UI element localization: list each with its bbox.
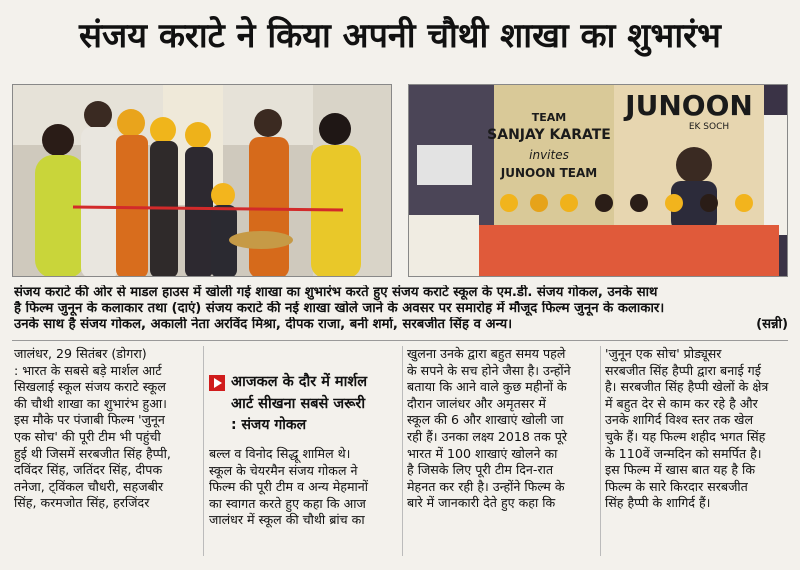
headline: संजय कराटे ने किया अपनी चौथी शाखा का शुभारंभ (79, 16, 721, 56)
article-column-2 (209, 446, 397, 529)
article-line: बल्ल व विनोद सिद्धू शामिल थे। (209, 446, 351, 461)
article-line: उनके शागिर्द विश्व स्तर तक खेल (605, 412, 753, 428)
article-line: मेहनत कर रही है। उन्होंने फिल्म के (407, 478, 565, 494)
article-line: : भारत के सबसे बड़े मार्शल आर्ट (14, 362, 162, 378)
stage-event-illustration (409, 85, 788, 277)
banner-team-text: TEAM (531, 111, 567, 124)
banner-invites-text: invites (529, 148, 569, 162)
article-line: है जिसके लिए पूरी टीम दिन-रात (407, 462, 554, 478)
pull-quote-title (231, 371, 399, 415)
article-line: तनेजा, ट्विंकल चौधरी, सहजबीर (14, 478, 164, 494)
article-column-4 (605, 346, 790, 512)
article-line: एक सोच' की पूरी टीम भी पहुंची (14, 428, 161, 444)
article-line: की चौथी शाखा का शुभारंभ हुआ। (14, 395, 167, 411)
caption-line: उनके साथ है संजय गोकल, अकाली नेता अरविंद मिश्रा, दीपक राजा, बनी शर्मा, सरबजीत सिंह व अन्य। (14, 317, 513, 332)
article-line: स्कूल के चेयरमैन संजय गोकल ने (209, 462, 358, 478)
article-line: भारत में 100 शाखाएं खोलने का (407, 445, 558, 461)
ribbon-cutting-illustration (13, 85, 392, 277)
article-line: सरबजीत सिंह हैप्पी द्वारा बनाई गई (605, 362, 761, 378)
article-line: है। सरबजीत सिंह हैप्पी खेलों के क्षेत्र (605, 379, 769, 395)
article-line: हुई थी जिसमें सरबजीत सिंह हैप्पी, (14, 445, 171, 461)
article-line: फिल्म के सारे किरदार सरबजीत (605, 478, 748, 494)
banner-brand-text: SANJAY KARATE (487, 127, 611, 143)
article-line: जालंधर, 29 सितंबर (डोगरा) (14, 346, 147, 361)
article-line: इस मौके पर पंजाबी फिल्म 'जुनून (14, 412, 165, 428)
article-line: में बहुत देर से काम कर रहे है और (605, 395, 758, 411)
article-line: सिंह, करमजोत सिंह, हरजिंदर (14, 495, 150, 511)
article-line: दौरान जालंधर और अमृतसर में (407, 395, 546, 411)
column-divider (203, 346, 204, 556)
article-line: खुलना उनके द्वारा बहुत समय पहले (407, 346, 566, 361)
photo-credit: (सन्नी) (756, 317, 788, 332)
article-line: दविंदर सिंह, जतिंदर सिंह, दीपक (14, 462, 163, 478)
article-line: बताया कि आने वाले कुछ महीनों के (407, 379, 567, 395)
article-line: 'जुनून एक सोच' प्रोड्यूसर (605, 346, 722, 361)
pull-quote (209, 371, 397, 435)
pull-quote-attribution: : संजय गोकल (231, 417, 307, 433)
article-line: जालंधर में स्कूल की चौथी ब्रांच का (209, 512, 365, 528)
article-column-3 (407, 346, 597, 512)
photo-stage-event (408, 84, 788, 277)
pull-quote-title-line: आजकल के दौर में मार्शल (231, 374, 368, 390)
caption-line: संजय कराटे की ओर से माडल हाउस में खोली गई शाखा का शुभारंभ करते हुए संजय कराटे स्कूल के एम.डी. संजय गोकल, उनके साथ (14, 285, 658, 300)
movie-subtitle-text: EK SOCH (688, 122, 730, 132)
article-line: फिल्म की पूरी टीम व अन्य मेहमानों (209, 479, 368, 495)
article-line: स्कूल की 6 और शाखाएं खोली जा (407, 412, 564, 428)
caption-divider (12, 340, 788, 341)
column-divider (402, 346, 403, 556)
photo-caption (14, 285, 790, 333)
article-line: सिंह हैप्पी के शागिर्द हैं। (605, 495, 711, 511)
movie-title-text: JUNOON (625, 89, 753, 122)
article-line: इस फिल्म में खास बात यह है कि (605, 462, 755, 478)
article-line: का स्वागत करते हुए कहा कि आज (209, 495, 366, 511)
caption-line: है फिल्म जुनून के कलाकार तथा (दाएं) संजय कराटे की नई शाखा खोले जाने के अवसर पर समारोह में मौजूद फिल्म जुनून के कलाकार। (14, 301, 665, 316)
article-line: रही हैं। उनका लक्ष्य 2018 तक पूरे (407, 428, 568, 444)
article-line: सिखलाई स्कूल संजय कराटे स्कूल (14, 379, 166, 395)
article-line: के 110वें जन्मदिन को समर्पित है। (605, 445, 762, 461)
pull-quote-title-line: आर्ट सीखना सबसे जरूरी (231, 396, 366, 412)
play-arrow-icon (209, 375, 225, 391)
article-column-1 (14, 346, 199, 512)
article-line: के सपने के सच होने जैसा है। उन्होंने (407, 362, 571, 378)
article-line: बारे में जानकारी देते हुए कहा कि (407, 495, 556, 511)
article-line: चुके हैं। यह फिल्म शहीद भगत सिंह (605, 428, 766, 444)
banner-junoon-team-text: JUNOON TEAM (500, 166, 598, 180)
photo-ribbon-cutting (12, 84, 392, 277)
column-divider (600, 346, 601, 556)
